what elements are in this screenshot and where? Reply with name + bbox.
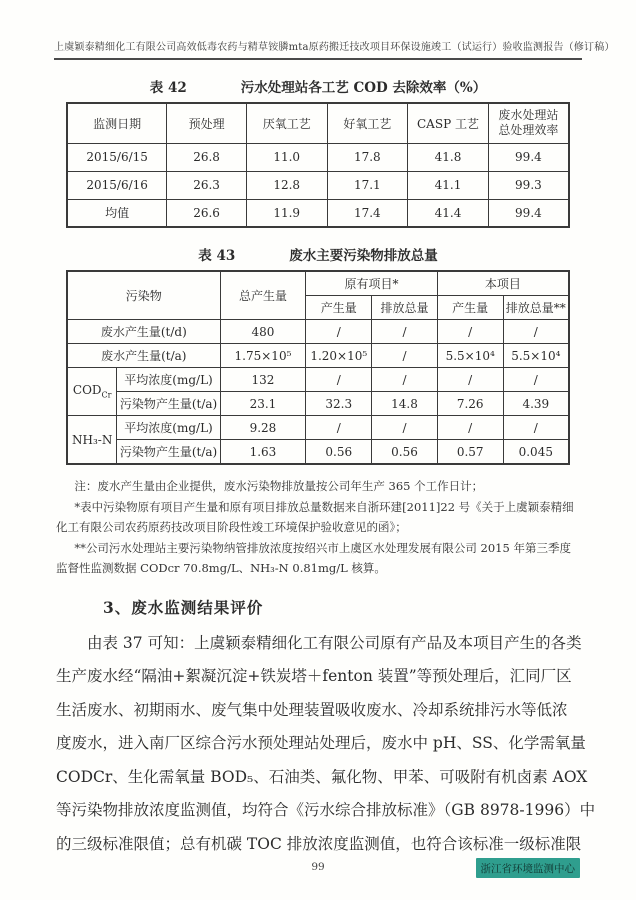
body-line: 等污染物排放浓度监测值，均符合《污水综合排放标准》（GB 8978-1996）中: [56, 801, 596, 819]
row-label-cod-concentration: 平均浓度(mg/L): [117, 368, 220, 392]
table-43-label: 表 43: [198, 248, 236, 264]
cell-value: 17.4: [327, 199, 408, 227]
cell-value: /: [306, 368, 372, 392]
cell-value: /: [372, 368, 438, 392]
col-header-date: 监测日期: [67, 103, 167, 143]
col-header-existing-project: 原有项目*: [306, 271, 437, 296]
cell-value: 0.56: [372, 440, 438, 465]
body-line: 由表 37 可知：上虞颖泰精细化工有限公司原有产品及本项目产生的各类: [87, 633, 582, 652]
row-label-nh3n-concentration: 平均浓度(mg/L): [117, 416, 220, 440]
cell-value: 26.3: [167, 171, 247, 199]
cell-value: 99.4: [488, 143, 569, 171]
cell-mean-label: 均值: [67, 199, 167, 227]
cell-value: 0.045: [503, 440, 569, 465]
cell-value: 12.8: [246, 171, 327, 199]
cell-value: 5.5×10⁴: [437, 344, 503, 368]
cell-value: 7.26: [437, 392, 503, 416]
cell-value: /: [437, 320, 503, 344]
table-row: [67, 143, 569, 171]
cell-value: 17.8: [327, 143, 408, 171]
cell-value: 99.3: [488, 171, 569, 199]
row-label-wastewater-daily: 废水产生量(t/d): [67, 320, 220, 344]
page-number: 99: [311, 861, 325, 873]
cell-value: /: [306, 320, 372, 344]
cell-value: 17.1: [327, 171, 408, 199]
table-row: [67, 320, 569, 344]
cell-value: 1.20×10⁵: [306, 344, 372, 368]
table-43-title: 废水主要污染物排放总量: [289, 248, 438, 264]
cell-value: 41.4: [408, 199, 489, 227]
note-general: 注：废水产生量由企业提供，废水污染物排放量按公司年生产 365 个工作日计；: [74, 479, 484, 493]
cell-value: 1.63: [220, 440, 306, 465]
cell-value: 5.5×10⁴: [503, 344, 569, 368]
cell-value: /: [372, 344, 438, 368]
body-line: 生活废水、初期雨水、废气集中处理装置吸收废水、冷却系统排污水等低浓: [56, 700, 568, 719]
table-42: [66, 102, 570, 228]
col-header-current-project: 本项目: [437, 271, 569, 296]
table-row: [67, 344, 569, 368]
col-header-discharge-2: 排放总量**: [503, 296, 569, 320]
cell-value: 26.6: [167, 199, 247, 227]
col-header-produce-1: 产生量: [306, 296, 372, 320]
cell-date: 2015/6/16: [67, 171, 167, 199]
note-asterisk: *表中污染物原有项目产生量和原有项目排放总量数据来自浙环建[2011]22 号《关于上虞颖泰精细化工有限公司农药原药技改项目阶段性竣工环境保护验收意见的函》；: [56, 499, 574, 534]
cell-value: /: [503, 368, 569, 392]
table-row: [67, 199, 569, 227]
cell-value: /: [306, 416, 372, 440]
cell-value: 99.4: [488, 199, 569, 227]
cell-value: 480: [220, 320, 306, 344]
cell-value: 26.8: [167, 143, 247, 171]
row-group-cod: [67, 368, 117, 416]
cell-value: 132: [220, 368, 306, 392]
table-42-caption: [0, 76, 636, 96]
body-paragraph: [56, 627, 596, 862]
col-header-aerobic: 好氧工艺: [327, 103, 408, 143]
table-row: [67, 440, 569, 465]
cell-value: /: [372, 320, 438, 344]
col-header-anaerobic: 厌氧工艺: [246, 103, 327, 143]
cod-label-sub: Cr: [101, 390, 112, 400]
row-label-wastewater-annual: 废水产生量(t/a): [67, 344, 220, 368]
table-row: [67, 392, 569, 416]
table-42-header-row: [67, 103, 569, 143]
section-heading: 3、废水监测结果评价: [102, 597, 264, 617]
table-43-caption: [0, 244, 636, 264]
table-43: [66, 270, 570, 465]
cell-value: 32.3: [306, 392, 372, 416]
cell-value: /: [372, 416, 438, 440]
table-row: [67, 171, 569, 199]
row-group-nh3n: NH₃-N: [67, 416, 117, 465]
table-row: [67, 416, 569, 440]
cell-value: /: [503, 416, 569, 440]
cell-value: 0.57: [437, 440, 503, 465]
col-header-total-efficiency-line1: 废水处理站: [498, 108, 559, 123]
cell-value: 41.8: [408, 143, 489, 171]
col-header-casp: CASP 工艺: [408, 103, 489, 143]
cell-value: 1.75×10⁵: [220, 344, 306, 368]
row-label-nh3n-amount: 污染物产生量(t/a): [117, 440, 220, 465]
cell-value: 0.56: [306, 440, 372, 465]
cell-value: 14.8: [372, 392, 438, 416]
body-line: 度废水，进入南厂区综合污水预处理站处理后，废水中 pH、SS、化学需氧量: [56, 734, 586, 752]
body-line: 生产废水经“隔油+絮凝沉淀+铁炭塔＋fenton 装置”等预处理后，汇同厂区: [56, 667, 572, 685]
cell-value: 11.0: [246, 143, 327, 171]
cell-value: /: [503, 320, 569, 344]
cell-value: 9.28: [220, 416, 306, 440]
col-header-pollutant: 污染物: [67, 271, 220, 320]
note-double-asterisk: **公司污水处理站主要污染物纳管排放浓度按绍兴市上虞区水处理发展有限公司 2015 年第三季度监督性监测数据 CODcr 70.8mg/L、NH₃-N 0.81mg/L 核算。: [56, 540, 571, 575]
col-header-pretreat: 预处理: [167, 103, 247, 143]
table-43-header-row-1: [67, 271, 569, 296]
cell-value: /: [437, 416, 503, 440]
cell-value: /: [437, 368, 503, 392]
cell-value: 41.1: [408, 171, 489, 199]
body-line: CODCr、生化需氧量 BOD₅、石油类、氟化物、甲苯、可吸附有机卤素 AOX: [56, 767, 588, 786]
table-notes: [56, 476, 580, 579]
table-42-title: 污水处理站各工艺 COD 去除效率（%）: [240, 80, 487, 96]
table-42-label: 表 42: [149, 80, 187, 96]
row-label-cod-amount: 污染物产生量(t/a): [117, 392, 220, 416]
cell-date: 2015/6/15: [67, 143, 167, 171]
col-header-total-efficiency: [488, 103, 569, 143]
table-row: [67, 368, 569, 392]
cod-label-base: COD: [72, 383, 102, 398]
cell-value: 23.1: [220, 392, 306, 416]
col-header-total-produce: 总产生量: [220, 271, 306, 320]
cell-value: 11.9: [246, 199, 327, 227]
cell-value: 4.39: [503, 392, 569, 416]
col-header-total-efficiency-line2: 总处理效率: [498, 123, 559, 138]
footer-stamp: 浙江省环境监测中心: [476, 858, 581, 878]
document-header-title: 上虞颖泰精细化工有限公司高效低毒农药与精草铵膦mta原药搬迁技改项目环保设施竣工（试运行）验收监测报告（修订稿）: [54, 38, 582, 60]
body-line: 的三级标准限值；总有机碳 TOC 排放浓度监测值，也符合该标准一级标准限: [56, 834, 582, 853]
col-header-discharge-1: 排放总量: [372, 296, 438, 320]
col-header-produce-2: 产生量: [437, 296, 503, 320]
